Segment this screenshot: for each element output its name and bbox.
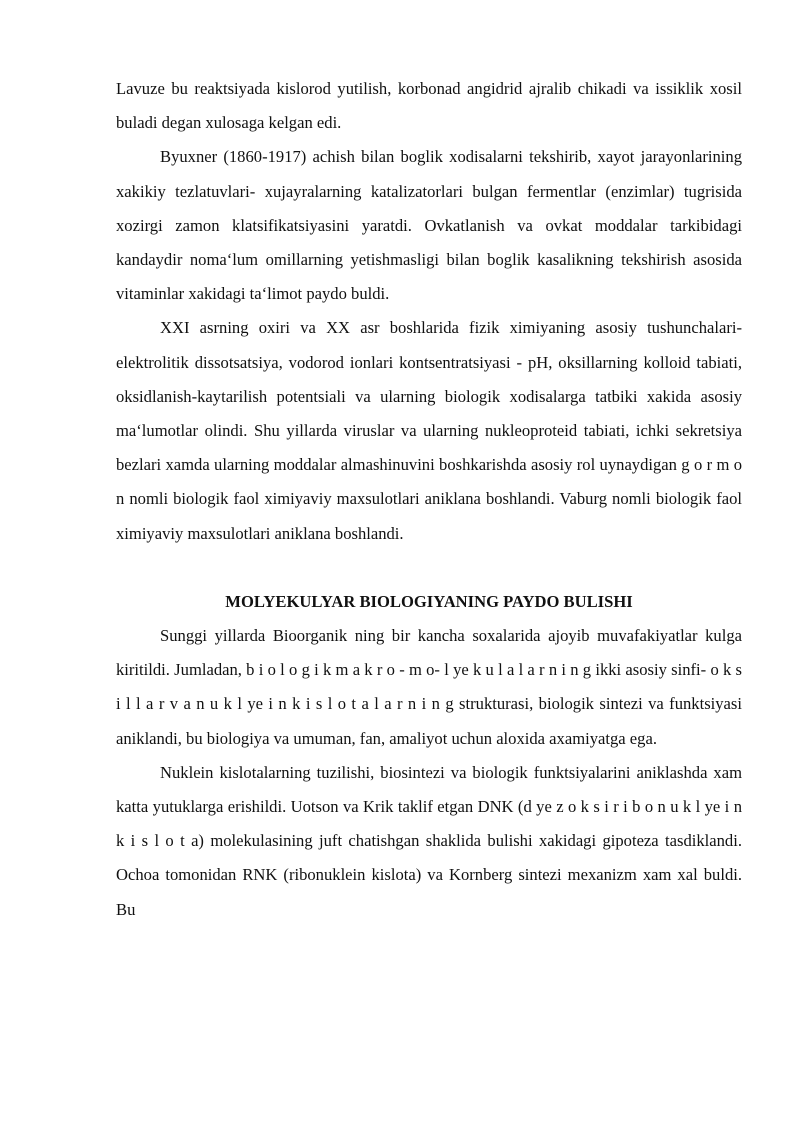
paragraph-fizik-ximiya: XXI asrning oxiri va XX asr boshlarida fizik ximiyaning asosiy tushunchalari- elektrolitik dissotsatsiya, vodorod ionlari kontsentratsiyasi - pH, oksillarning kolloid tabiati, oksidlanish-kaytarilish potentsiali va ularning biologik xodisalarga tatbiki xakida asosiy ma‘lumotlar olindi. Shu yillarda viruslar va ularning nukleoproteid tabiati, ichki sekretsiya bezlari xamda ularning moddalar almashinuvini boshkarishda asosiy rol uynaydigan g o r m o n nomli biologik faol ximiyaviy maxsulotlari aniklana boshlandi. Vaburg nomli biologik faol ximiyaviy maxsulotlari aniklana boshlandi. (116, 318, 742, 543)
document-page (116, 72, 742, 927)
paragraph-bioorganik: Sunggi yillarda Bioorganik ning bir kancha soxalarida ajoyib muvafakiyatlar kulga kiritildi. Jumladan, b i o l o g i k m a k r o - m o- l ye k u l a l a r n i n g ikki asosiy sinfi- o k s i l l a r v a n u k l ye i n k i s l o t a l a r n i n g strukturasi, biologik sintezi va funktsiyasi aniklandi, bu biologiya va umuman, fan, amaliyot uchun aloxida axamiyatga ega. (116, 626, 742, 748)
section-spacer (116, 551, 742, 585)
paragraph-nuklein: Nuklein kislotalarning tuzilishi, biosintezi va biologik funktsiyalarini aniklashda xam katta yutuklarga erishildi. Uotson va Krik taklif etgan DNK (d ye z o k s i r i b o n u k l ye i n k i s l o t a) molekulasining juft chatishgan shaklida bulishi xakidagi gipoteza tasdiklandi. Ochoa tomonidan RNK (ribonuklein kislota) va Kornberg sintezi mexanizm xam xal buldi. Bu (116, 762, 742, 919)
paragraph-lavuze: Lavuze bu reaktsiyada kislorod yutilish, korbonad angidrid ajralib chikadi va issiklik xosil buladi degan xulosaga kelgan edi. (116, 79, 742, 133)
section-heading: MOLYEKULYAR BIOLOGIYANING PAYDO BULISHI (225, 591, 633, 611)
paragraph-byuxner: Byuxner (1860-1917) achish bilan boglik xodisalarni tekshirib, xayot jarayonlarining xakikiy tezlatuvlari- xujayralarning katalizatorlari bulgan fermentlar (enzimlar) tugrisida xozirgi zamon klatsifikatsiyasini yaratdi. Ovkatlanish va ovkat moddalar tarkibidagi kandaydir noma‘lum omillarning yetishmasligi bilan boglik kasalikning tekshirish asosida vitaminlar xakidagi ta‘limot paydo buldi. (116, 147, 742, 304)
